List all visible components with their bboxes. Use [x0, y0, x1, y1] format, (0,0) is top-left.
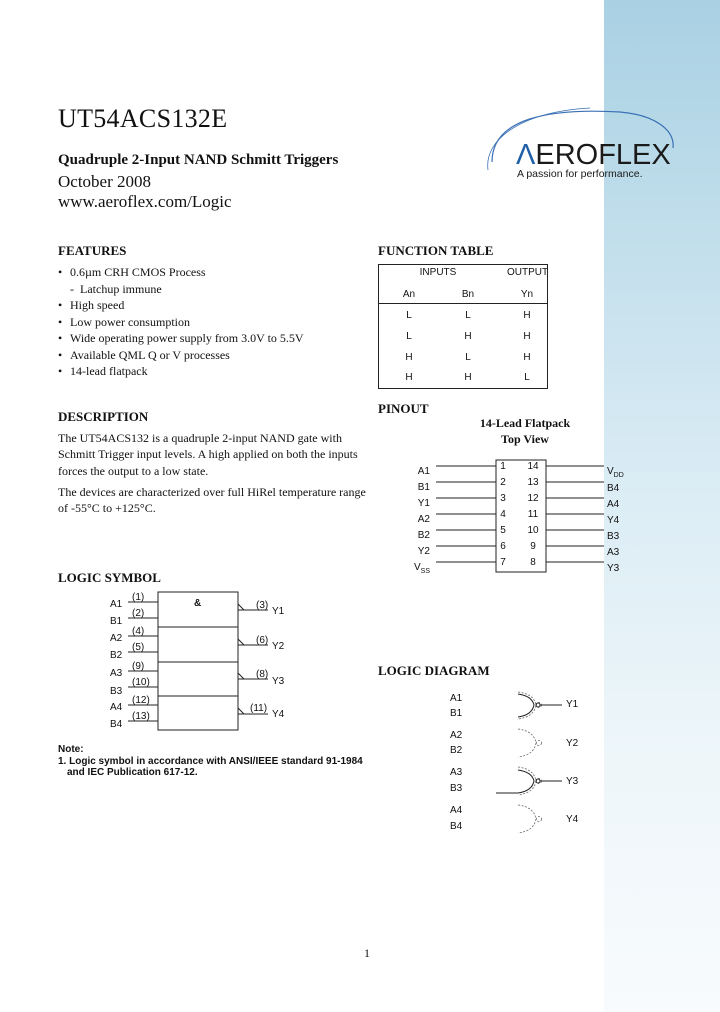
- pin-label: Y3: [607, 563, 620, 574]
- logo-tagline: A passion for performance.: [517, 168, 643, 180]
- list-item: • Low power consumption: [58, 314, 190, 329]
- input-label: B3: [450, 783, 463, 794]
- pin-label: Y2: [417, 546, 430, 557]
- pin-label: A1: [417, 466, 430, 477]
- pin-number: 1: [500, 461, 506, 472]
- aeroflex-logo: [480, 100, 680, 190]
- output-label: Y1: [272, 606, 285, 617]
- list-item: • 0.6µm CRH CMOS Process: [58, 265, 206, 279]
- input-label: A4: [450, 805, 463, 816]
- pin-ref: (4): [132, 626, 145, 637]
- input-label: A3: [110, 668, 123, 679]
- output-label: Y3: [566, 776, 579, 787]
- table-cell: H: [523, 352, 531, 363]
- pin-number: 5: [500, 525, 506, 536]
- pin-label: Y4: [607, 515, 620, 526]
- table-cell: H: [523, 331, 531, 342]
- pin-number: 2: [500, 477, 506, 488]
- output-label: Y2: [566, 738, 579, 749]
- pin-number: 8: [530, 557, 536, 568]
- input-label: A1: [450, 693, 463, 704]
- table-cell: H: [523, 310, 531, 321]
- pin-number: 4: [500, 509, 506, 520]
- pin-label: B2: [417, 530, 430, 541]
- pin-number: 3: [500, 493, 506, 504]
- input-label: A1: [110, 599, 123, 610]
- table-cell: H: [464, 331, 472, 342]
- pin-label: B4: [607, 483, 620, 494]
- pin-label: B3: [607, 531, 620, 542]
- pin-ref: (12): [132, 695, 150, 706]
- column-header: Yn: [520, 289, 534, 300]
- pinout-heading: PINOUT: [378, 401, 429, 416]
- output-label: Y3: [272, 676, 285, 687]
- input-label: B2: [450, 745, 463, 756]
- pin-number: 10: [527, 525, 539, 536]
- pin-number: 12: [527, 493, 539, 504]
- pin-number: 13: [527, 477, 539, 488]
- list-item: • Wide operating power supply from 3.0V to 5.5V: [58, 331, 304, 345]
- description-paragraph-1: The UT54ACS132 is a quadruple 2-input NAND gate with Schmitt Trigger input levels. A high applied on both the inputs forces the output to a low state.: [58, 431, 358, 478]
- pinout-package: 14-Lead Flatpack: [479, 416, 571, 430]
- output-group-header: OUTPUT: [507, 267, 549, 278]
- pin-label: B1: [417, 482, 430, 493]
- features-heading: FEATURES: [58, 243, 127, 258]
- column-header: An: [402, 289, 416, 300]
- pin-ref: (3): [256, 600, 269, 611]
- output-label: Y1: [566, 699, 579, 710]
- output-label: Y2: [272, 641, 285, 652]
- list-item: • Available QML Q or V processes: [58, 347, 230, 362]
- input-label: B3: [110, 686, 123, 697]
- logic-diagram-heading: LOGIC DIAGRAM: [378, 663, 490, 678]
- input-label: B2: [110, 650, 123, 661]
- pin-ref: (1): [132, 592, 145, 603]
- input-label: A2: [450, 730, 463, 741]
- logic-symbol-heading: LOGIC SYMBOL: [58, 570, 161, 585]
- table-divider: [379, 303, 547, 304]
- table-cell: L: [524, 372, 530, 383]
- column-header: Bn: [461, 289, 475, 300]
- features-list: [58, 264, 304, 380]
- table-cell: L: [406, 310, 412, 321]
- input-label: A4: [110, 702, 123, 713]
- list-item: - Latchup immune: [70, 281, 162, 296]
- pin-label: A3: [607, 547, 620, 558]
- pin-label-vdd: $V_{DD}$: [607, 466, 624, 479]
- pin-ref: (6): [256, 635, 269, 646]
- pin-ref: (8): [256, 669, 269, 680]
- input-label: B4: [450, 821, 463, 832]
- logo-wordmark: ΛEROFLEX: [516, 139, 671, 171]
- pinout-diagram: [378, 458, 638, 578]
- table-cell: H: [464, 372, 472, 383]
- pin-ref: (10): [132, 677, 150, 688]
- pin-number: 6: [500, 541, 506, 552]
- table-cell: H: [405, 372, 413, 383]
- function-table: [378, 264, 548, 389]
- pin-number: 7: [500, 557, 506, 568]
- pin-label-vss: $V_{SS}$: [413, 562, 430, 575]
- input-label: B4: [110, 719, 123, 730]
- input-label: A2: [110, 633, 123, 644]
- pin-number: 14: [527, 461, 539, 472]
- pin-label: A4: [607, 499, 620, 510]
- input-label: A3: [450, 767, 463, 778]
- inputs-group-header: INPUTS: [419, 267, 457, 278]
- and-symbol: &: [194, 598, 202, 609]
- table-cell: L: [465, 310, 471, 321]
- pin-ref: (11): [250, 703, 268, 714]
- pin-ref: (2): [132, 608, 145, 619]
- pin-ref: (9): [132, 661, 145, 672]
- document-date: October 2008: [58, 172, 152, 191]
- document-subtitle: Quadruple 2-Input NAND Schmitt Triggers: [58, 152, 339, 168]
- pin-ref: (5): [132, 642, 145, 653]
- table-cell: H: [405, 352, 413, 363]
- list-item: • High speed: [58, 298, 125, 312]
- pin-number: 11: [527, 509, 539, 520]
- document-url[interactable]: www.aeroflex.com/Logic: [58, 192, 232, 211]
- function-table-heading: FUNCTION TABLE: [378, 243, 494, 258]
- logic-symbol-note: Note: 1. Logic symbol in accordance with ANSI/IEEE standard 91-1984 and IEC Publication 617-12.: [58, 744, 363, 778]
- description-paragraph-2: The devices are characterized over full HiRel temperature range of -55°C to +125°C.: [58, 485, 366, 516]
- pinout-view: Top View: [501, 432, 549, 446]
- list-item: • 14-lead flatpack: [58, 364, 148, 378]
- output-label: Y4: [566, 814, 579, 825]
- part-number-title: UT54ACS132E: [58, 104, 228, 133]
- input-label: B1: [110, 616, 123, 627]
- pin-label: A2: [417, 514, 430, 525]
- logic-symbol-diagram: [100, 590, 310, 735]
- output-label: Y4: [272, 709, 285, 720]
- pin-number: 9: [530, 541, 536, 552]
- page-number: 1: [364, 946, 370, 960]
- table-cell: L: [406, 331, 412, 342]
- pin-ref: (13): [132, 711, 150, 722]
- pin-label: Y1: [417, 498, 430, 509]
- logic-diagram: [440, 688, 600, 838]
- input-label: B1: [450, 708, 463, 719]
- description-heading: DESCRIPTION: [58, 409, 149, 424]
- table-cell: L: [465, 352, 471, 363]
